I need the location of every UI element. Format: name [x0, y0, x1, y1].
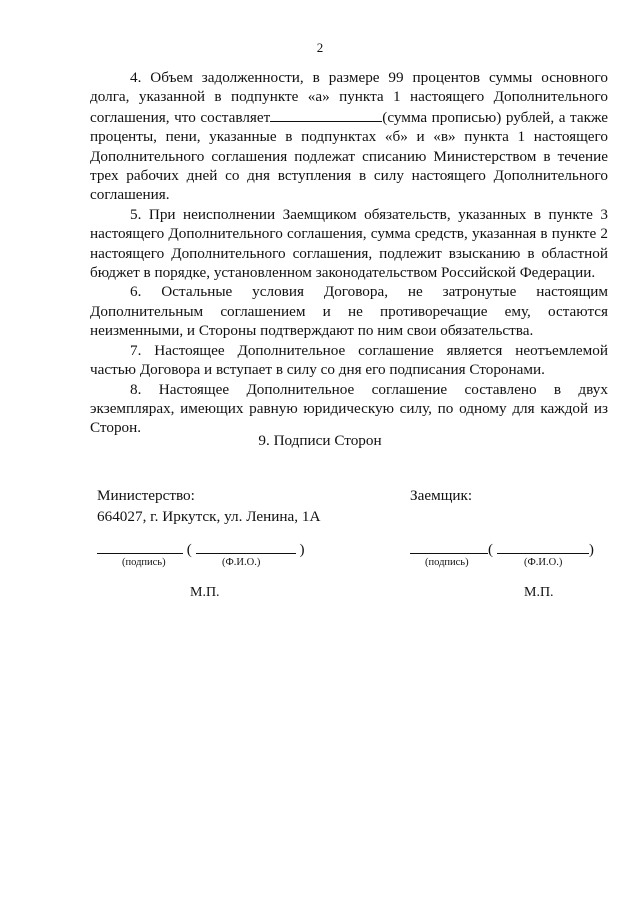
amount-blank	[270, 107, 382, 122]
paragraph-4-text-start: 4. Объем задолженности, в размере 99 процентов суммы основного долга, указанной в подпункте «а» пункта 1 настоящего Дополнительного соглашения, что составляет	[90, 69, 608, 126]
ministry-stamp-place: М.П.	[190, 585, 220, 600]
ministry-block	[97, 485, 320, 527]
borrower-signature-caption: (подпись)	[425, 557, 469, 568]
ministry-fio-caption: (Ф.И.О.)	[222, 557, 261, 568]
borrower-label: Заемщик:	[410, 487, 473, 504]
borrower-signature-blank	[410, 539, 488, 554]
paragraph-6: 6. Остальные условия Договора, не затронутые настоящим Дополнительным соглашением и не противоречащие ему, остаются неизменными, и Стороны подтверждают по ним свои обязательства.	[90, 283, 608, 340]
ministry-signature-caption: (подпись)	[122, 557, 166, 568]
borrower-stamp-place: М.П.	[524, 585, 554, 600]
ministry-label: Министерство:	[97, 487, 195, 504]
paragraph-7: 7. Настоящее Дополнительное соглашение является неотъемлемой частью Договора и вступает в силу со дня его подписания Сторонами.	[90, 341, 608, 379]
ministry-signature-blank	[97, 539, 183, 554]
signatures-heading: 9. Подписи Сторон	[258, 432, 382, 449]
borrower-fio-caption: (Ф.И.О.)	[524, 557, 563, 568]
paragraph-5: 5. При неисполнении Заемщиком обязательств, указанных в пункте 3 настоящего Дополнительного соглашения, сумма средств, указанная в пункте 2 настоящего Дополнительного соглашения, подлежит взысканию в областной бюджет в порядке, установленном законодательством Российской Федерации.	[90, 205, 608, 282]
paragraph-8: 8. Настоящее Дополнительное соглашение составлено в двух экземплярах, имеющих равную юридическую силу, по одному для каждой из Сторон.	[90, 380, 608, 437]
page-number: 2	[316, 40, 324, 55]
borrower-block	[410, 485, 472, 506]
paragraph-4-text-end: (сумма прописью) рублей, а также проценты, пени, указанные в подпунктах «б» и «в» пункта 1 настоящего Дополнительного соглашения подлежат списанию Министерством в течение трех рабочих дней со дня вступления в силу настоящего Дополнительного соглашения.	[90, 108, 609, 204]
ministry-signature-line: ( )	[97, 539, 305, 559]
ministry-address: 664027, г. Иркутск, ул. Ленина, 1А	[97, 508, 321, 525]
borrower-fio-blank	[497, 539, 589, 554]
document-body	[90, 68, 608, 438]
ministry-fio-blank	[196, 539, 296, 554]
paragraph-4	[90, 68, 608, 205]
borrower-signature-line: ( )	[410, 539, 594, 559]
